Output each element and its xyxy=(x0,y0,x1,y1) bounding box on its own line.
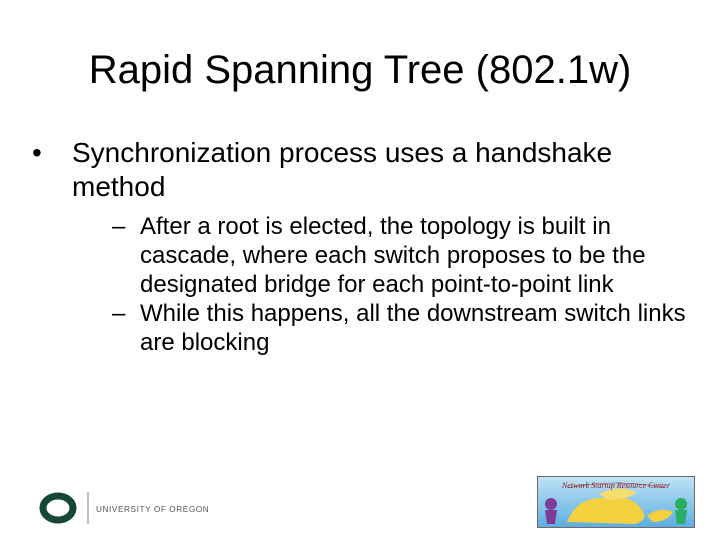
sub-bullet-text: While this happens, all the downstream switch links are blocking xyxy=(140,300,686,356)
sub-bullet-list xyxy=(72,212,692,357)
nsrc-logo xyxy=(537,476,695,528)
sub-bullet-marker: – xyxy=(112,213,126,240)
nsrc-logo-text: Network Startup Resource Center xyxy=(562,481,670,490)
bullet-marker: • xyxy=(32,137,42,168)
bullet-list xyxy=(32,136,692,357)
bullet-item xyxy=(32,136,692,357)
oregon-o-icon xyxy=(43,496,73,520)
university-logo-text: UNIVERSITY OF OREGON xyxy=(96,505,210,514)
slide-title: Rapid Spanning Tree (802.1w) xyxy=(88,48,632,92)
sub-bullet-item xyxy=(72,299,692,357)
university-of-oregon-logo xyxy=(38,486,218,530)
sub-bullet-text: After a root is elected, the topology is built in cascade, where each switch proposes to be the designated bridge for each point-to-point link xyxy=(140,213,646,298)
sub-bullet-marker: – xyxy=(112,300,126,327)
sub-bullet-item xyxy=(72,212,692,299)
bullet-text: Synchronization process uses a handshake method xyxy=(72,137,613,202)
